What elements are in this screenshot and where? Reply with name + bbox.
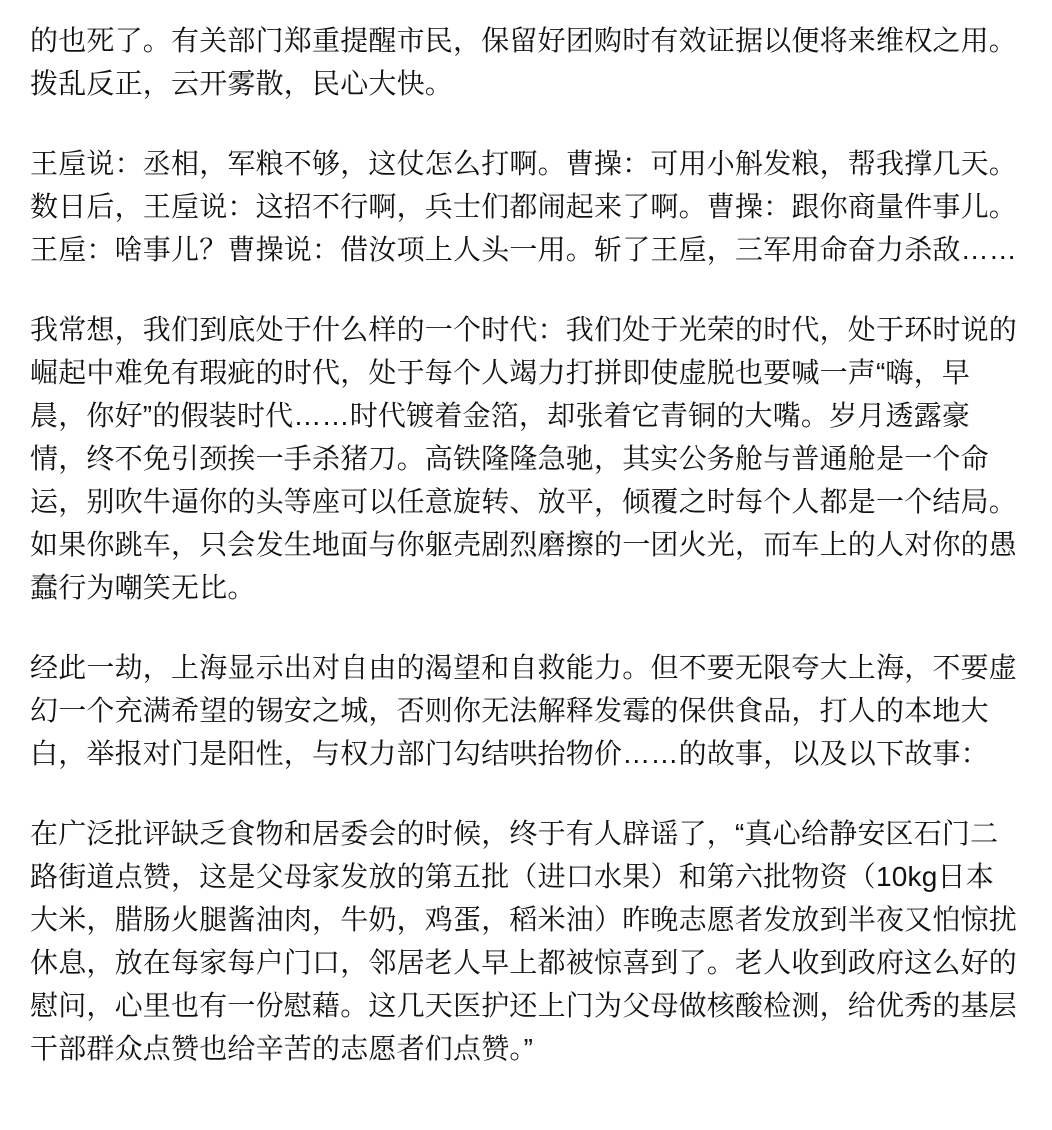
paragraph-4: 经此一劫，上海显示出对自由的渴望和自救能力。但不要无限夸大上海，不要虚幻一个充满希望的锡安之城，否则你无法解释发霉的保供食品，打人的本地大白，举报对门是阳性，与权力部门勾结哄抬物价……的故事，以及以下故事： <box>30 652 1018 769</box>
paragraph-1: 的也死了。有关部门郑重提醒市民，保留好团购时有效证据以便将来维权之用。拨乱反正，云开雾散，民心大快。 <box>30 25 1018 99</box>
paragraph-5: 在广泛批评缺乏食物和居委会的时候，终于有人辟谣了，“真心给静安区石门二路街道点赞，这是父母家发放的第五批（进口水果）和第六批物资（10kg日本大米，腊肠火腿酱油肉，牛奶，鸡蛋，稻米油）昨晚志愿者发放到半夜又怕惊扰休息，放在每家每户门口，邻居老人早上都被惊喜到了。老人收到政府这么好的慰问，心里也有一份慰藉。这几天医护还上门为父母做核酸检测，给优秀的基层干部群众点赞也给辛苦的志愿者们点赞。” <box>30 818 1018 1064</box>
paragraph-3: 我常想，我们到底处于什么样的一个时代：我们处于光荣的时代，处于环时说的崛起中难免有瑕疵的时代，处于每个人竭力打拼即使虚脱也要喊一声“嗨，早晨，你好”的假装时代……时代镀着金箔，却张着它青铜的大嘴。岁月透露豪情，终不免引颈挨一手杀猪刀。高铁隆隆急驰，其实公务舱与普通舱是一个命运，别吹牛逼你的头等座可以任意旋转、放平，倾覆之时每个人都是一个结局。如果你跳车，只会发生地面与你躯壳剧烈磨擦的一团火光，而车上的人对你的愚蠢行为嘲笑无比。 <box>30 314 1018 603</box>
paragraph-2: 王垕说：丞相，军粮不够，这仗怎么打啊。曹操：可用小斛发粮，帮我撑几天。数日后，王垕说：这招不行啊，兵士们都闹起来了啊。曹操：跟你商量件事儿。王垕：啥事儿？曹操说：借汝项上人头一用。斩了王垕，三军用命奋力杀敌…… <box>30 148 1018 265</box>
